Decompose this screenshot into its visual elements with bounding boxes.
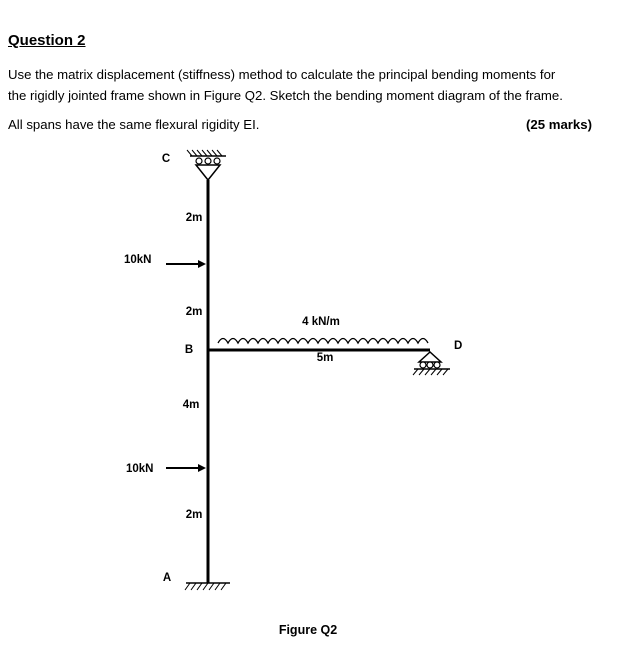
udl-load	[218, 339, 428, 344]
node-label-c: C	[161, 153, 171, 165]
figure-caption: Figure Q2	[278, 623, 338, 637]
question-line-2: the rigidly jointed frame shown in Figure Q2. Sketch the bending moment diagram of the frame.	[8, 88, 563, 103]
roller-support-c	[187, 150, 226, 180]
udl-label: 4 kN/m	[302, 316, 340, 328]
dimension-c-to-load: 2m	[185, 212, 203, 224]
node-label-b: B	[184, 344, 194, 356]
fixed-support-a	[185, 583, 230, 590]
dimension-b-to-load: 4m	[182, 399, 200, 411]
point-load-label-upper: 10kN	[124, 254, 152, 266]
node-label-a: A	[162, 572, 172, 584]
question-line-3: All spans have the same flexural rigidity EI.	[8, 117, 260, 132]
marks-label: (25 marks)	[526, 117, 592, 132]
node-label-d: D	[454, 340, 463, 352]
point-load-arrow-upper	[166, 260, 206, 268]
question-line-1: Use the matrix displacement (stiffness) method to calculate the principal bending moments for	[8, 67, 556, 82]
roller-support-d	[413, 352, 450, 375]
dimension-beam-bd: 5m	[316, 352, 334, 364]
question-heading: Question 2	[8, 32, 86, 49]
dimension-load-to-b: 2m	[185, 306, 203, 318]
point-load-arrow-lower	[166, 464, 206, 472]
dimension-load-to-a: 2m	[185, 509, 203, 521]
point-load-label-lower: 10kN	[126, 463, 154, 475]
